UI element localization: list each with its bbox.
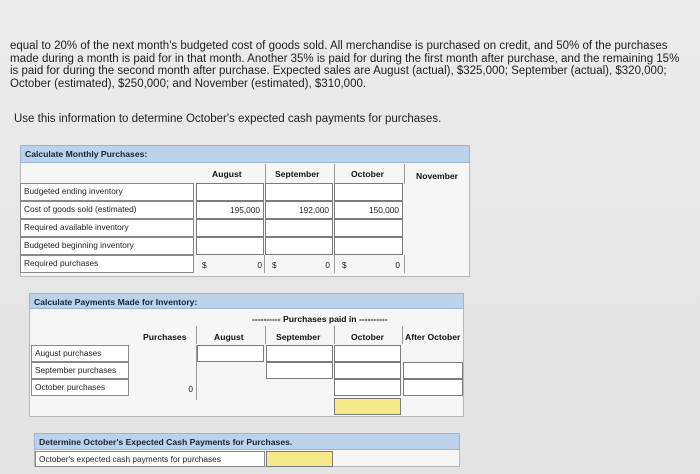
header-divider: [265, 164, 266, 184]
col-header-after-october: After October: [405, 332, 461, 342]
header-divider: [196, 326, 197, 344]
cogs-september-value: 192,000: [299, 205, 329, 215]
cogs-october-value: 150,000: [369, 205, 399, 215]
col-header-purchases: Purchases: [143, 332, 187, 342]
row-label-budgeted-beginning-inventory: Budgeted beginning inventory: [20, 237, 194, 255]
input-oct-purchases-paid-oct[interactable]: [334, 379, 401, 396]
required-purchases-september-value: 0: [325, 260, 330, 270]
input-aug-purchases-paid-sep[interactable]: [266, 345, 333, 362]
row-divider: [264, 255, 265, 273]
instruction-text: Use this information to determine October's expected cash payments for purchases.: [14, 113, 442, 125]
payments-section-title: Calculate Payments Made for Inventory:: [29, 293, 464, 309]
col-header-august: August: [212, 169, 242, 179]
input-oct-purchases-paid-after-oct[interactable]: [403, 379, 463, 396]
header-divider: [265, 326, 266, 344]
input-aug-purchases-paid-oct[interactable]: [334, 345, 401, 362]
col-header-september: September: [275, 169, 320, 179]
problem-text: equal to 20% of the next month's budgeted cost of goods sold. All merchandise is purchased on credit, and 50% of the purchases made during a month is paid for in that month. Another 35% is paid for during the first month after purchase, and the remaining 15% is paid for during the second month after purchase. Expected sales are August (actual), $325,000; September (actual), $320,000; October (estimated), $250,000; and November (estimated), $310,000.: [10, 40, 680, 90]
header-divider: [334, 164, 335, 184]
cash-section-title: Determine October's Expected Cash Payments for Purchases.: [34, 433, 460, 450]
row-label-september-purchases: September purchases: [31, 362, 129, 379]
row-label-required-available-inventory: Required available inventory: [20, 219, 194, 237]
input-required-available-august[interactable]: [196, 219, 264, 237]
row-label-budgeted-ending-inventory: Budgeted ending inventory: [20, 183, 194, 201]
row-label-august-purchases: August purchases: [31, 345, 129, 362]
required-purchases-september-currency: $: [272, 260, 277, 270]
row-label-required-purchases: Required purchases: [20, 255, 194, 273]
header-divider: [404, 164, 405, 184]
input-ending-inventory-september[interactable]: [265, 183, 333, 201]
input-sep-purchases-paid-oct[interactable]: [334, 362, 401, 379]
input-beginning-inventory-august[interactable]: [196, 237, 264, 255]
row-divider: [334, 255, 335, 273]
input-required-available-september[interactable]: [265, 219, 333, 237]
row-label-cost-of-goods-sold: Cost of goods sold (estimated): [20, 201, 194, 219]
purchases-paid-in-header: ---------- Purchases paid in ----------: [252, 314, 388, 324]
cogs-august-value: 195,000: [230, 205, 260, 215]
col-header-november: November: [416, 171, 459, 181]
required-purchases-october-value: 0: [395, 260, 400, 270]
row-divider: [404, 255, 405, 273]
input-aug-purchases-paid-aug[interactable]: [197, 345, 264, 362]
input-sep-purchases-paid-sep[interactable]: [266, 362, 333, 379]
row-label-october-purchases: October purchases: [31, 379, 129, 396]
total-october-payments-cell[interactable]: [334, 398, 401, 415]
col-header-pay-september: September: [276, 332, 321, 342]
input-beginning-inventory-september[interactable]: [265, 237, 333, 255]
input-october-cash-payments[interactable]: [266, 451, 333, 467]
header-divider: [334, 326, 335, 344]
input-sep-purchases-paid-after-oct[interactable]: [403, 362, 463, 379]
header-divider: [402, 326, 403, 344]
input-ending-inventory-october[interactable]: [334, 183, 403, 201]
input-required-available-october[interactable]: [334, 219, 403, 237]
col-header-pay-august: August: [214, 332, 244, 342]
row-label-october-cash-payments: October's expected cash payments for purchases: [35, 451, 265, 467]
col-header-pay-october: October: [351, 332, 384, 342]
purchases-section-title: Calculate Monthly Purchases:: [20, 145, 470, 163]
col-header-october: October: [351, 169, 384, 179]
input-ending-inventory-august[interactable]: [196, 183, 264, 201]
october-purchases-value: 0: [188, 384, 193, 394]
input-beginning-inventory-october[interactable]: [334, 237, 403, 255]
required-purchases-august-value: 0: [257, 260, 262, 270]
required-purchases-october-currency: $: [342, 260, 347, 270]
required-purchases-august-currency: $: [202, 260, 207, 270]
